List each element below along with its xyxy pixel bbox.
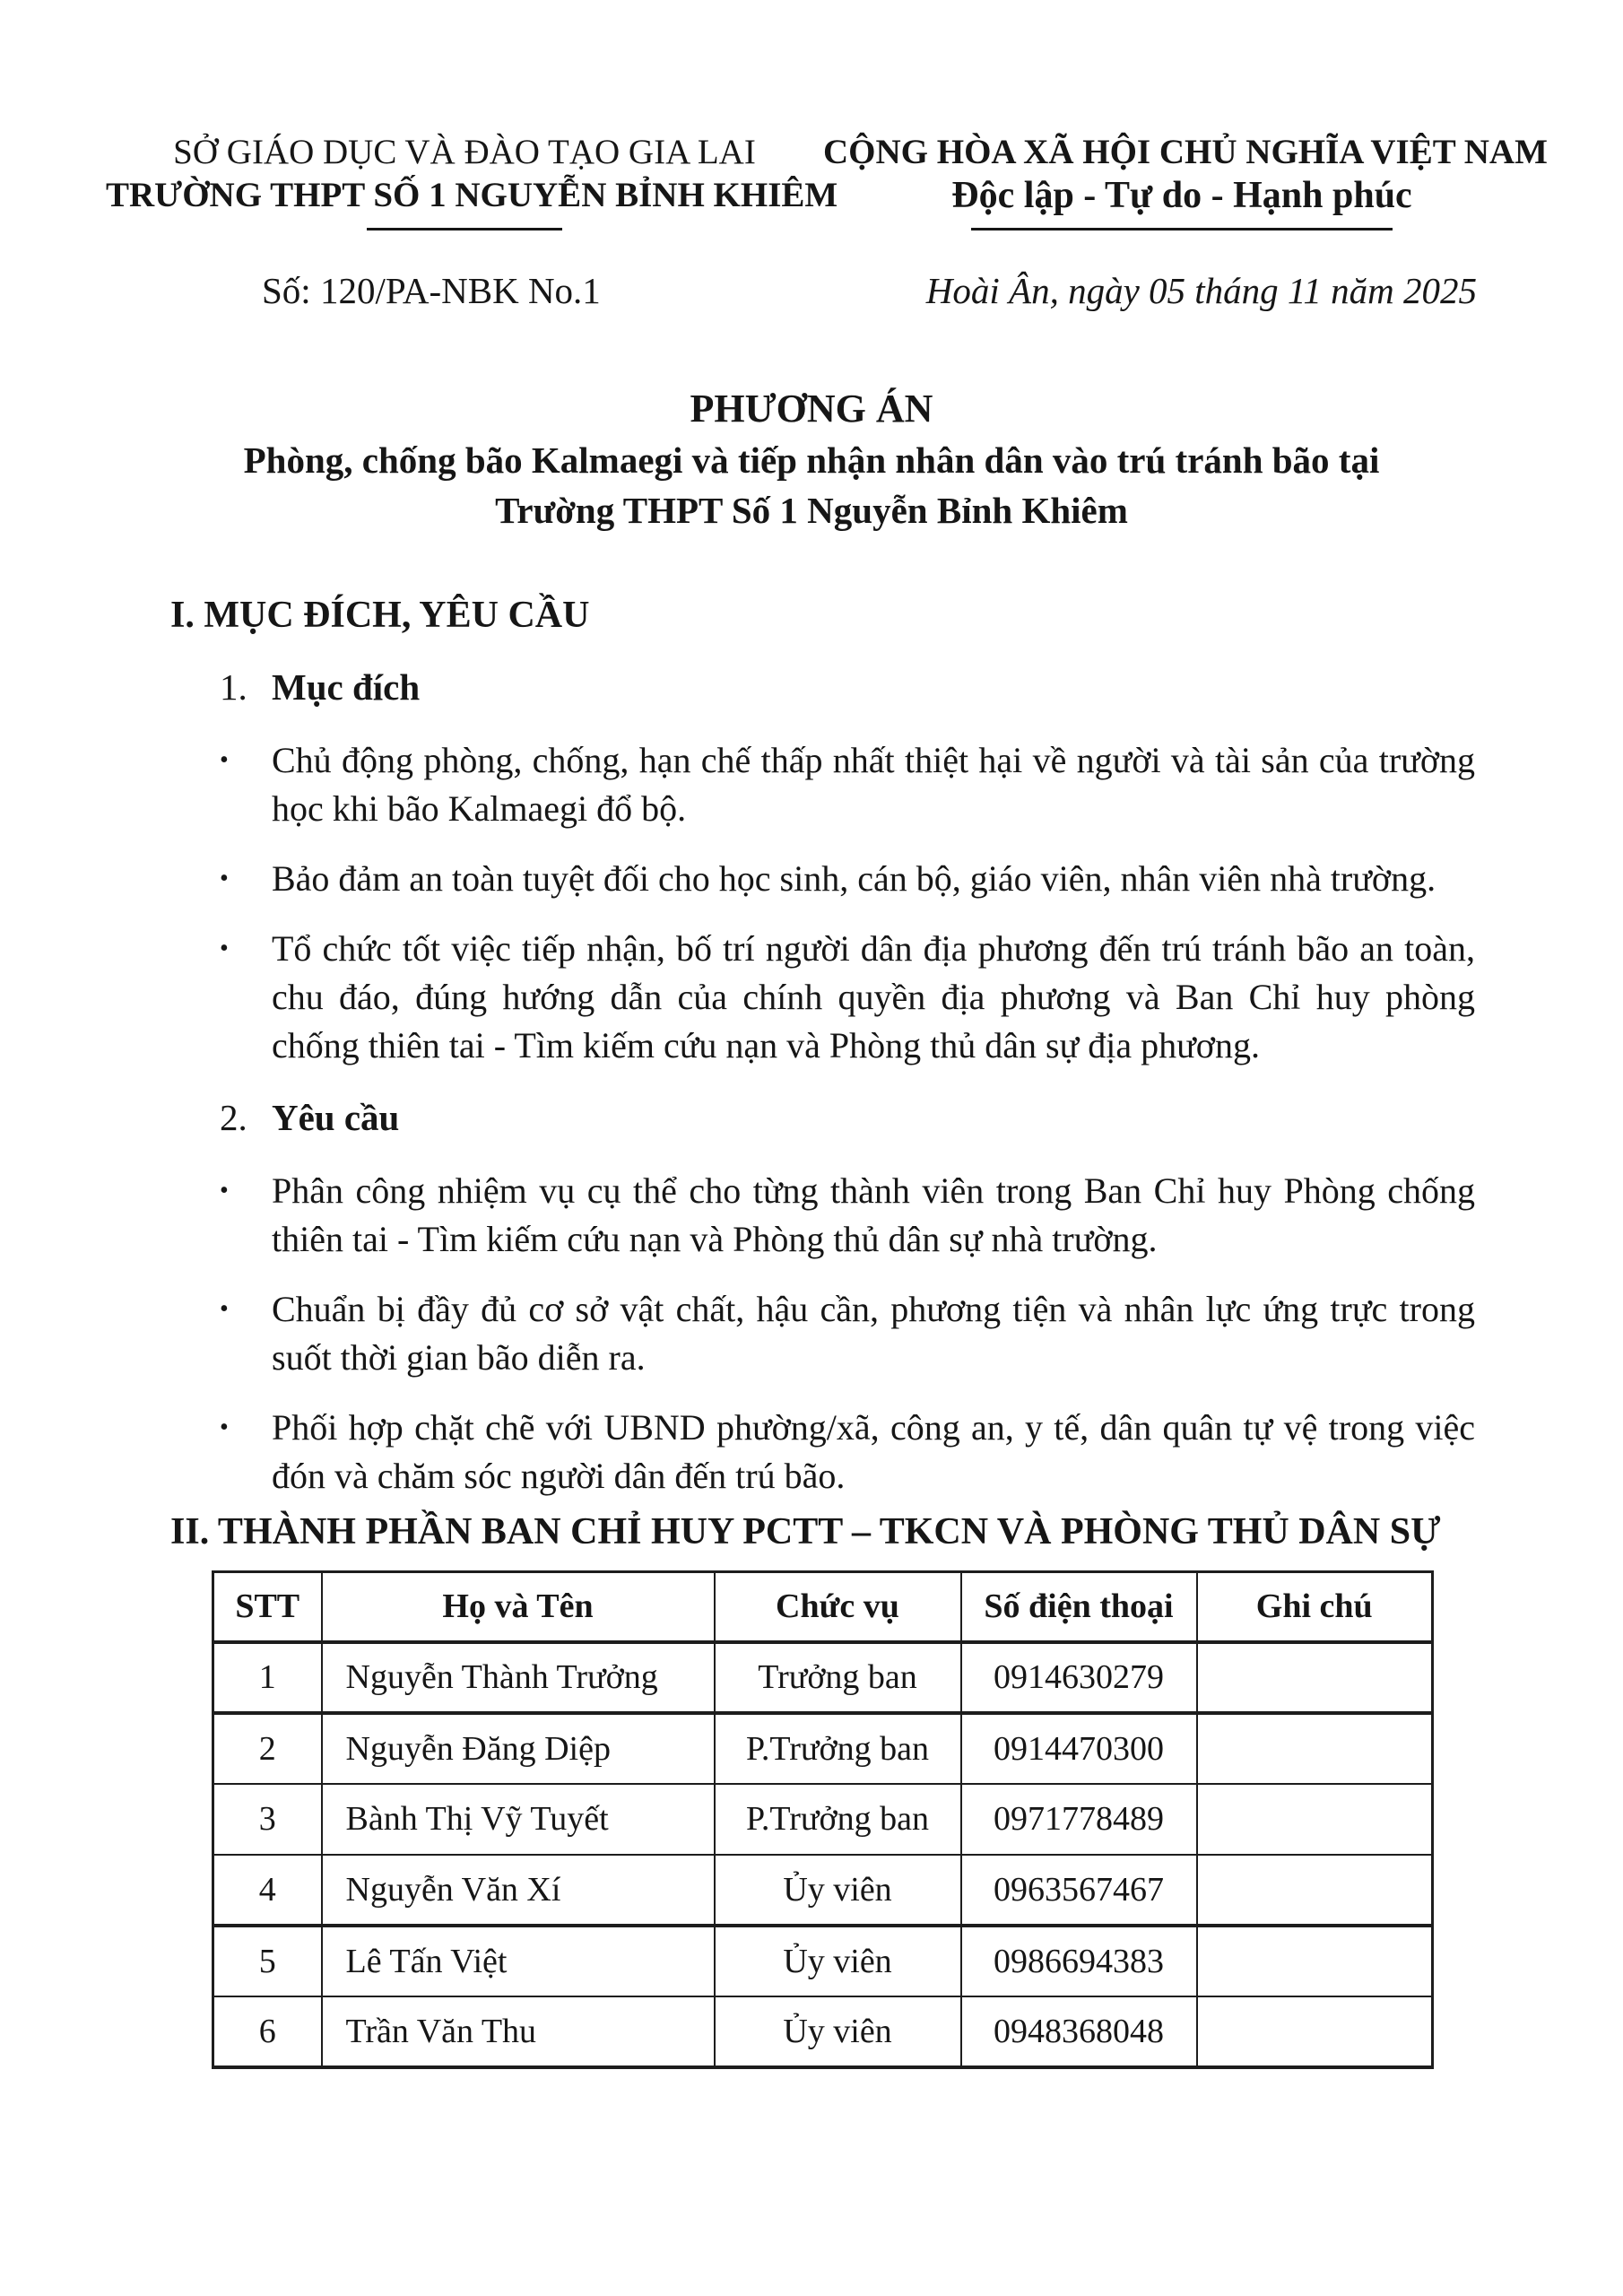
list-item-text: Chủ động phòng, chống, hạn chế thấp nhất thiệt hại về người và tài sản của trường học khi bão Kalmaegi đổ bộ. bbox=[272, 740, 1475, 829]
bullet-icon: • bbox=[220, 746, 229, 774]
cell-stt: 3 bbox=[213, 1784, 322, 1855]
title-subject: Phòng, chống bão Kalmaegi và tiếp nhận nhân dân vào trú tránh bão tại bbox=[243, 439, 1380, 481]
cell-name: Lê Tấn Việt bbox=[322, 1926, 715, 1996]
bullet-icon: • bbox=[220, 865, 229, 892]
cell-stt: 1 bbox=[213, 1642, 322, 1713]
subsection-label: Mục đích bbox=[272, 666, 421, 708]
table-row bbox=[213, 1713, 1433, 1784]
cell-note bbox=[1197, 1855, 1433, 1926]
cell-phone: 0986694383 bbox=[961, 1926, 1197, 1996]
section1-heading: I. MỤC ĐÍCH, YÊU CẦU bbox=[170, 595, 590, 636]
list-item-text: Bảo đảm an toàn tuyệt đối cho học sinh, cán bộ, giáo viên, nhân viên nhà trường. bbox=[272, 858, 1436, 899]
table-row bbox=[213, 1642, 1433, 1713]
subsection-number: 1. bbox=[220, 666, 247, 708]
cell-role: Trưởng ban bbox=[715, 1642, 961, 1713]
table-row bbox=[213, 1855, 1433, 1926]
table-row bbox=[213, 1926, 1433, 1996]
list-item bbox=[220, 736, 1475, 833]
cell-role: Ủy viên bbox=[715, 1996, 961, 2067]
document-title bbox=[0, 383, 1623, 535]
cell-name: Bành Thị Vỹ Tuyết bbox=[322, 1784, 715, 1855]
list-item bbox=[220, 1167, 1475, 1264]
list-item-text: Phối hợp chặt chẽ với UBND phường/xã, công an, y tế, dân quân tự vệ trong việc đón và chăm sóc người dân đến trú bão. bbox=[272, 1407, 1475, 1496]
section2-heading: II. THÀNH PHẦN BAN CHỈ HUY PCTT – TKCN VÀ PHÒNG THỦ DÂN SỰ bbox=[170, 1511, 1441, 1552]
cell-name: Nguyễn Đăng Diệp bbox=[322, 1713, 715, 1784]
list-item bbox=[220, 855, 1475, 903]
cell-phone: 0971778489 bbox=[961, 1784, 1197, 1855]
cell-phone: 0948368048 bbox=[961, 1996, 1197, 2067]
cell-note bbox=[1197, 1642, 1433, 1713]
school-name-underline bbox=[367, 228, 562, 230]
cell-note bbox=[1197, 1784, 1433, 1855]
bullet-icon: • bbox=[220, 1177, 229, 1205]
bullet-icon: • bbox=[220, 1295, 229, 1323]
cell-stt: 5 bbox=[213, 1926, 322, 1996]
subsection-muc-dich bbox=[220, 663, 1475, 711]
cell-role: Ủy viên bbox=[715, 1855, 961, 1926]
number-date-row bbox=[0, 266, 1623, 315]
subsection-number: 2. bbox=[220, 1097, 247, 1138]
table-row bbox=[213, 1996, 1433, 2067]
cell-name: Nguyễn Thành Trưởng bbox=[322, 1642, 715, 1713]
motto-underline bbox=[971, 228, 1393, 230]
list-item bbox=[220, 925, 1475, 1070]
document-body bbox=[0, 591, 1623, 2069]
table-header-row bbox=[213, 1572, 1433, 1642]
national-motto-block bbox=[823, 131, 1548, 230]
title-location: Trường THPT Số 1 Nguyễn Bỉnh Khiêm bbox=[495, 490, 1128, 531]
cell-role: Ủy viên bbox=[715, 1926, 961, 1996]
document-number: Số: 120/PA-NBK No.1 bbox=[262, 270, 601, 311]
document-date: Hoài Ân, ngày 05 tháng 11 năm 2025 bbox=[925, 270, 1477, 311]
list-item-text: Phân công nhiệm vụ cụ thể cho từng thành viên trong Ban Chỉ huy Phòng chống thiên tai - Tìm kiếm cứu nạn và Phòng thủ dân sự nhà trường. bbox=[272, 1170, 1475, 1259]
cell-role: P.Trưởng ban bbox=[715, 1784, 961, 1855]
cell-phone: 0963567467 bbox=[961, 1855, 1197, 1926]
list-item-text: Tổ chức tốt việc tiếp nhận, bố trí người dân địa phương đến trú tránh bão an toàn, chu đáo, đúng hướng dẫn của chính quyền địa phương và Ban Chỉ huy phòng chống thiên tai - Tìm kiếm cứu nạn và Phòng thủ dân sự địa phương. bbox=[272, 928, 1475, 1065]
cell-note bbox=[1197, 1996, 1433, 2067]
col-header-name: Họ và Tên bbox=[322, 1572, 715, 1642]
cell-note bbox=[1197, 1926, 1433, 1996]
committee-table bbox=[212, 1570, 1434, 2069]
document-header bbox=[0, 131, 1623, 230]
col-header-phone: Số điện thoại bbox=[961, 1572, 1197, 1642]
col-header-stt: STT bbox=[213, 1572, 322, 1642]
table-row bbox=[213, 1784, 1433, 1855]
list-item bbox=[220, 1285, 1475, 1382]
cell-phone: 0914470300 bbox=[961, 1713, 1197, 1784]
issuing-agency-block bbox=[106, 131, 838, 230]
cell-stt: 2 bbox=[213, 1713, 322, 1784]
bullet-icon: • bbox=[220, 935, 229, 962]
list-item-text: Chuẩn bị đầy đủ cơ sở vật chất, hậu cần, phương tiện và nhân lực ứng trực trong suốt thời gian bão diễn ra. bbox=[272, 1289, 1475, 1378]
cell-stt: 4 bbox=[213, 1855, 322, 1926]
school-name: TRƯỜNG THPT SỐ 1 NGUYỄN BỈNH KHIÊM bbox=[106, 176, 838, 214]
title-type: PHƯƠNG ÁN bbox=[690, 387, 933, 430]
subsection-yeu-cau bbox=[220, 1093, 1475, 1142]
national-motto: Độc lập - Tự do - Hạnh phúc bbox=[951, 175, 1412, 216]
national-title: CỘNG HÒA XÃ HỘI CHỦ NGHĨA VIỆT NAM bbox=[823, 133, 1548, 171]
list-item bbox=[220, 1404, 1475, 1500]
cell-stt: 6 bbox=[213, 1996, 322, 2067]
cell-name: Nguyễn Văn Xí bbox=[322, 1855, 715, 1926]
cell-role: P.Trưởng ban bbox=[715, 1713, 961, 1784]
cell-note bbox=[1197, 1713, 1433, 1784]
col-header-role: Chức vụ bbox=[715, 1572, 961, 1642]
department-name: SỞ GIÁO DỤC VÀ ĐÀO TẠO GIA LAI bbox=[173, 133, 756, 171]
cell-name: Trần Văn Thu bbox=[322, 1996, 715, 2067]
cell-phone: 0914630279 bbox=[961, 1642, 1197, 1713]
subsection-label: Yêu cầu bbox=[272, 1097, 400, 1138]
bullet-icon: • bbox=[220, 1413, 229, 1441]
col-header-note: Ghi chú bbox=[1197, 1572, 1433, 1642]
